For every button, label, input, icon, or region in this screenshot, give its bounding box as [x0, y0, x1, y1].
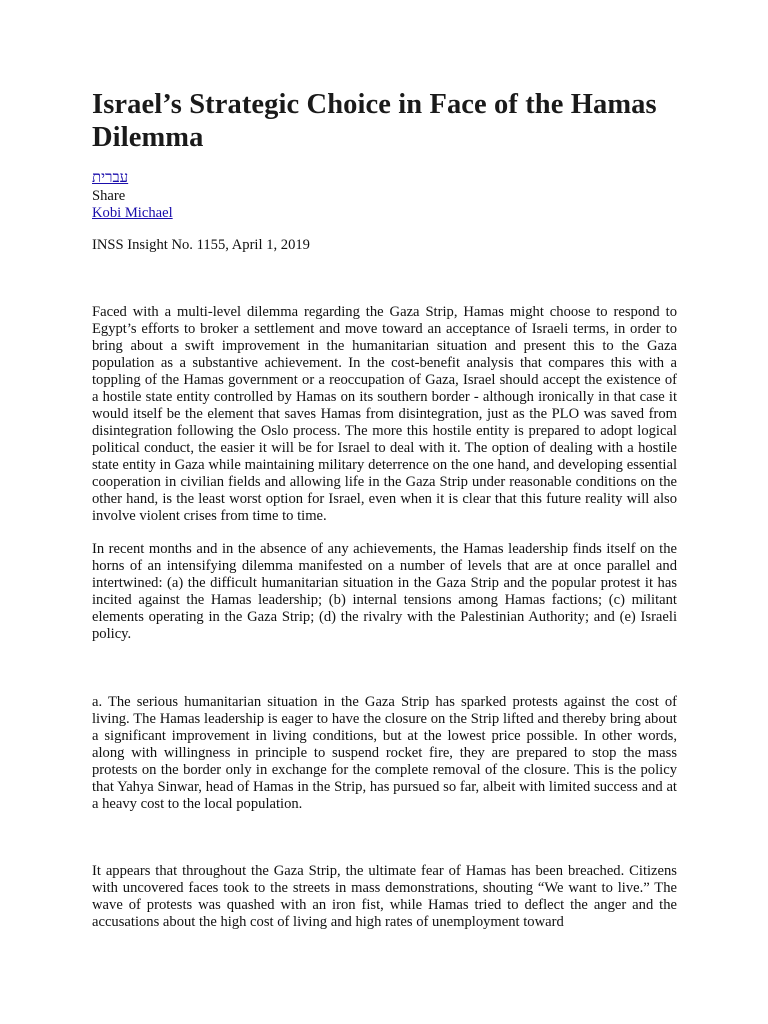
- paragraph-4: It appears that throughout the Gaza Strip, the ultimate fear of Hamas has been breached. Citizens with uncovered faces took to the streets in mass demonstrations, shouting “We want to live.” The wave of protests was quashed with an iron fist, while Hamas tried to deflect the anger and the accusations about the high cost of living and high rates of unemployment toward: [92, 863, 677, 930]
- hebrew-language-link[interactable]: עברית: [92, 170, 129, 186]
- insight-line: INSS Insight No. 1155, April 1, 2019: [92, 237, 310, 253]
- article-meta: [92, 170, 173, 223]
- author-link[interactable]: Kobi Michael: [92, 205, 173, 221]
- share-label[interactable]: Share: [92, 187, 126, 204]
- paragraph-3: a. The serious humanitarian situation in the Gaza Strip has sparked protests against the cost of living. The Hamas leadership is eager to have the closure on the Strip lifted and thereby bring about a significant improvement in living conditions, but at the lowest price possible. In other words, along with willingness in principle to suspend rocket fire, they are prepared to stop the mass protests on the border only in exchange for the complete removal of the closure. This is the policy that Yahya Sinwar, head of Hamas in the Strip, has pursued so far, albeit with limited success and at a heavy cost to the local population.: [92, 694, 677, 812]
- article-title: Israel’s Strategic Choice in Face of the Hamas Dilemma: [92, 89, 657, 153]
- paragraph-2: In recent months and in the absence of any achievements, the Hamas leadership finds itself on the horns of an intensifying dilemma manifested on a number of levels that are at once parallel and intertwined: (a) the difficult humanitarian situation in the Gaza Strip and the popular protest it has incited against the Hamas leadership; (b) internal tensions among Hamas factions; (c) militant elements operating in the Gaza Strip; (d) the rivalry with the Palestinian Authority; and (e) Israeli policy.: [92, 541, 677, 642]
- paragraph-1: Faced with a multi-level dilemma regarding the Gaza Strip, Hamas might choose to respond to Egypt’s efforts to broker a settlement and move toward an acceptance of Israeli terms, in order to bring about a swift improvement in the humanitarian situation and present this to the Gaza population as a substantive achievement. In the cost-benefit analysis that compares this with a toppling of the Hamas government or a reoccupation of Gaza, Israel should accept the existence of a hostile state entity controlled by Hamas on its southern border - although ironically in that case it would itself be the element that saves Hamas from disintegration, just as the PLO was saved from disintegration following the Oslo process. The more this hostile entity is prepared to adopt logical political conduct, the easier it will be for Israel to deal with it. The option of dealing with a hostile state entity in Gaza while maintaining military deterrence on the one hand, and developing essential cooperation in civilian fields and allowing life in the Gaza Strip under reasonable conditions on the other hand, is the least worst option for Israel, even when it is clear that this future reality will also involve violent crises from time to time.: [92, 304, 677, 524]
